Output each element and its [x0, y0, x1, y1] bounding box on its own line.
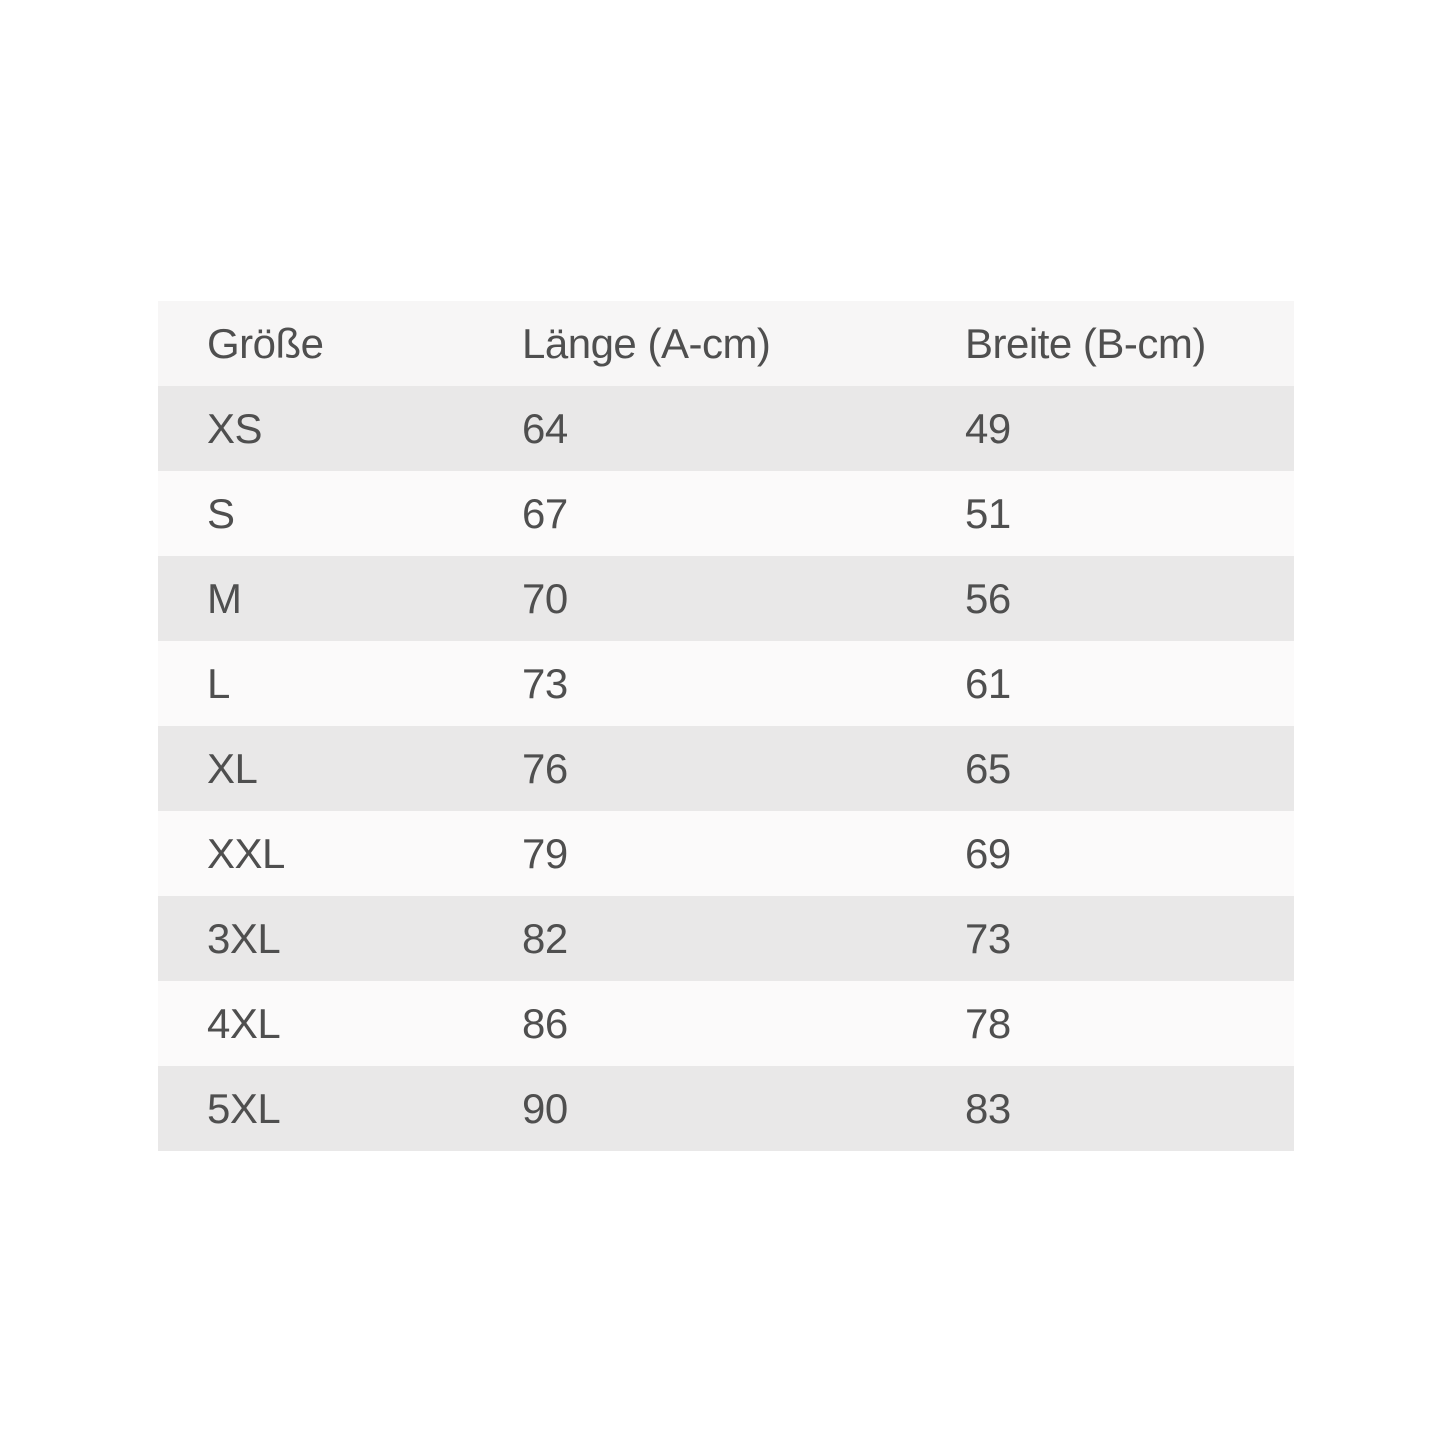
table-header-row — [158, 301, 1294, 386]
length-cell: 79 — [522, 829, 568, 877]
table-row — [158, 896, 1294, 981]
length-cell: 90 — [522, 1084, 568, 1132]
length-cell: 67 — [522, 489, 568, 537]
table-body — [158, 386, 1294, 1151]
length-cell: 76 — [522, 744, 568, 792]
size-chart-table — [158, 301, 1294, 1151]
width-cell: 69 — [965, 829, 1011, 877]
length-cell: 70 — [522, 574, 568, 622]
width-cell: 56 — [965, 574, 1011, 622]
length-cell: 86 — [522, 999, 568, 1047]
table-row — [158, 386, 1294, 471]
size-cell: M — [207, 574, 242, 622]
width-cell: 65 — [965, 744, 1011, 792]
length-cell: 64 — [522, 404, 568, 452]
size-cell: XS — [207, 404, 263, 452]
size-cell: S — [207, 489, 235, 537]
column-header-length: Länge (A-cm) — [522, 319, 771, 367]
size-cell: XL — [207, 744, 258, 792]
width-cell: 83 — [965, 1084, 1011, 1132]
table-row — [158, 471, 1294, 556]
size-cell: 4XL — [207, 999, 281, 1047]
length-cell: 73 — [522, 659, 568, 707]
width-cell: 78 — [965, 999, 1011, 1047]
width-cell: 61 — [965, 659, 1011, 707]
size-cell: XXL — [207, 829, 285, 877]
size-cell: L — [207, 659, 230, 707]
table-row — [158, 641, 1294, 726]
column-header-width: Breite (B-cm) — [965, 319, 1206, 367]
width-cell: 73 — [965, 914, 1011, 962]
width-cell: 49 — [965, 404, 1011, 452]
table-row — [158, 981, 1294, 1066]
table-row — [158, 726, 1294, 811]
width-cell: 51 — [965, 489, 1011, 537]
table-row — [158, 1066, 1294, 1151]
table-row — [158, 556, 1294, 641]
column-header-size: Größe — [207, 319, 324, 367]
size-cell: 3XL — [207, 914, 281, 962]
table-row — [158, 811, 1294, 896]
length-cell: 82 — [522, 914, 568, 962]
size-cell: 5XL — [207, 1084, 281, 1132]
